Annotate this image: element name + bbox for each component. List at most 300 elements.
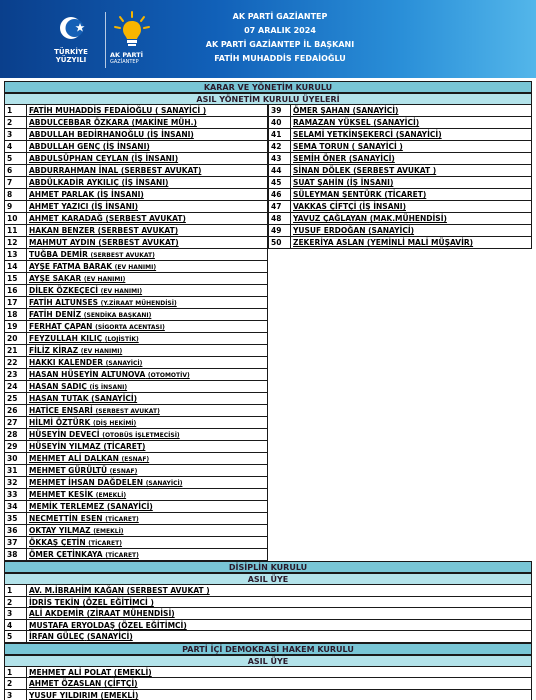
member-name-cell — [27, 129, 268, 140]
member-number: 8 — [5, 189, 27, 200]
member-row — [4, 225, 268, 237]
member-occupation: (YEMİNLİ MALİ MÜŞAVİR) — [366, 238, 474, 247]
member-row — [4, 249, 268, 261]
member-row — [4, 201, 268, 213]
member-number: 22 — [5, 357, 27, 368]
member-number: 25 — [5, 393, 27, 404]
member-name-cell — [27, 501, 268, 512]
member-name: VAKKAS ÇİFTÇİ — [293, 202, 357, 211]
member-occupation: (SANAYİCİ) — [145, 480, 183, 487]
member-name: İRFAN GÜLEÇ — [29, 632, 85, 641]
logo-block — [40, 8, 160, 72]
member-occupation: (TİCARET) — [103, 442, 146, 451]
member-name-cell — [27, 177, 268, 188]
member-row — [4, 321, 268, 333]
member-number: 1 — [5, 667, 27, 678]
member-number: 1 — [5, 585, 27, 596]
member-name-cell — [27, 201, 268, 212]
member-occupation: (İŞ İNSANI) — [91, 202, 139, 211]
member-number: 2 — [5, 597, 27, 608]
member-name-cell — [27, 333, 268, 344]
member-name-cell — [291, 105, 532, 116]
member-row — [268, 117, 532, 129]
member-occupation: (İŞ İNSANI) — [102, 142, 150, 151]
member-name: MEHMET GÜRÜLTÜ — [29, 466, 108, 475]
member-number: 14 — [5, 261, 27, 272]
member-name-cell — [27, 405, 268, 416]
member-name-cell — [27, 631, 531, 642]
member-row — [4, 105, 268, 117]
member-name: FERHAT ÇAPAN — [29, 322, 93, 331]
member-row — [4, 537, 268, 549]
member-row — [4, 165, 268, 177]
member-name: HASAN TUTAK — [29, 394, 89, 403]
member-occupation: (ÖZEL EĞİTİMCİ ) — [82, 597, 154, 607]
disiplin-members-list — [0, 585, 536, 643]
member-occupation: (MAK.MÜHENDİSİ) — [369, 214, 447, 223]
member-occupation: (EMEKLİ) — [113, 667, 152, 677]
member-number: 31 — [5, 465, 27, 476]
member-name-cell — [27, 285, 268, 296]
member-name: ABDULLAH BEDİRHANOĞLU — [29, 130, 145, 139]
member-occupation: (SANAYİCİ) — [368, 226, 415, 235]
member-name-cell — [291, 177, 532, 188]
member-name-cell — [27, 189, 268, 200]
member-name-cell — [27, 678, 531, 689]
member-name: ÖMER ŞAHAN — [293, 106, 350, 115]
member-number: 33 — [5, 489, 27, 500]
member-name-cell — [27, 549, 268, 560]
member-occupation: (İŞ İNSANI) — [131, 154, 179, 163]
member-occupation: (EMEKLİ) — [100, 690, 139, 700]
member-occupation: ( SANAYİCİ ) — [155, 106, 207, 115]
member-row — [4, 453, 268, 465]
member-name-cell — [27, 381, 268, 392]
member-name: ALİ AKDEMİR — [29, 609, 84, 618]
karar-members-grid — [4, 105, 532, 561]
member-occupation: (SANAYİCİ) — [91, 394, 138, 403]
member-name: FEYZULLAH KILIÇ — [29, 334, 103, 343]
member-number: 32 — [5, 477, 27, 488]
header-line-2: 07 ARALIK 2024 — [244, 26, 316, 35]
member-row — [4, 620, 532, 632]
header-line-3: AK PARTİ GAZİANTEP İL BAŞKANI — [205, 40, 355, 49]
member-name: MEHMET ALİ DALKAN — [29, 454, 119, 463]
member-occupation: (ÖZEL EĞİTİMCİ) — [117, 620, 187, 630]
member-row — [4, 237, 268, 249]
member-row — [4, 678, 532, 690]
member-row — [4, 477, 268, 489]
member-number: 43 — [269, 153, 291, 164]
member-name: HAKAN BENZER — [29, 226, 96, 235]
member-occupation: (SANAYİCİ) — [86, 632, 133, 641]
member-number: 41 — [269, 129, 291, 140]
member-number: 29 — [5, 441, 27, 452]
member-name: HİLMİ ÖZTÜRK — [29, 418, 91, 427]
member-name-cell — [27, 513, 268, 524]
member-occupation: (SERBEST AVUKAT) — [120, 166, 202, 175]
member-name: FİLİZ KİRAZ — [29, 346, 79, 355]
hakem-section-subtitle: ASIL ÜYE — [4, 655, 532, 667]
member-row — [4, 405, 268, 417]
member-name-cell — [27, 608, 531, 619]
member-name: ABDÜLKADİR AYKILIÇ — [29, 178, 119, 187]
member-row — [268, 165, 532, 177]
member-occupation: (SANAYİCİ) — [106, 502, 153, 511]
member-row — [268, 189, 532, 201]
member-number: 27 — [5, 417, 27, 428]
member-name: RAMAZAN YÜKSEL — [293, 118, 371, 127]
header-title-block — [170, 10, 390, 66]
member-name-cell — [27, 117, 268, 128]
member-name-cell — [27, 465, 268, 476]
ak-parti-logo-text — [110, 52, 162, 66]
member-name: AV. M.İBRAHİM KAĞAN — [29, 586, 124, 595]
member-name: İDRİS TEKİN — [29, 597, 80, 607]
member-row — [268, 129, 532, 141]
member-number: 9 — [5, 201, 27, 212]
member-row — [4, 417, 268, 429]
member-name-cell — [27, 141, 268, 152]
member-occupation: (DİŞ HEKİMİ) — [92, 420, 137, 427]
member-row — [4, 129, 268, 141]
member-row — [4, 189, 268, 201]
member-name: SÜLEYMAN ŞENTÜRK — [293, 190, 382, 199]
member-row — [4, 393, 268, 405]
member-occupation: (TİCARET) — [105, 516, 139, 523]
member-name: AHMET KARADAĞ — [29, 214, 103, 223]
member-occupation: (EMEKLİ) — [93, 528, 124, 535]
member-number: 49 — [269, 225, 291, 236]
member-number: 21 — [5, 345, 27, 356]
member-name-cell — [27, 537, 268, 548]
member-row — [268, 213, 532, 225]
member-number: 24 — [5, 381, 27, 392]
member-name: SİNAN DÖLEK — [293, 166, 351, 175]
member-occupation: (SERBEST AVUKAT ) — [126, 586, 210, 595]
member-name: ABDULCEBBAR ÖZKARA — [29, 118, 129, 127]
member-row — [4, 667, 532, 679]
member-name-cell — [291, 129, 532, 140]
member-row — [4, 333, 268, 345]
member-occupation: (ZİRAAT MÜHENDİSİ) — [86, 609, 175, 618]
member-number: 39 — [269, 105, 291, 116]
member-row — [268, 153, 532, 165]
member-number: 40 — [269, 117, 291, 128]
member-name-cell — [27, 357, 268, 368]
member-occupation: (SANAYİCİ) — [105, 360, 143, 367]
member-number: 50 — [269, 237, 291, 248]
member-number: 17 — [5, 297, 27, 308]
member-number: 13 — [5, 249, 27, 260]
member-occupation: (İŞ İNSANI) — [96, 190, 144, 199]
member-occupation: (EV HANIMI) — [114, 264, 157, 271]
member-number: 19 — [5, 321, 27, 332]
member-name: ABDULLAH GENÇ — [29, 142, 101, 151]
member-row — [4, 381, 268, 393]
member-name-cell — [27, 105, 268, 116]
member-name: SEMİH ÖNER — [293, 154, 347, 163]
member-name: HÜSEYİN DEVECİ — [29, 430, 100, 439]
member-row — [268, 201, 532, 213]
member-name: HATİCE ENSARİ — [29, 406, 93, 415]
header-line-1: AK PARTİ GAZİANTEP — [232, 12, 328, 21]
member-row — [4, 357, 268, 369]
member-name: MEHMET ALİ POLAT — [29, 667, 112, 677]
member-occupation: (SANAYİCİ) — [373, 118, 420, 127]
member-number: 10 — [5, 213, 27, 224]
member-row — [268, 141, 532, 153]
member-number: 47 — [269, 201, 291, 212]
member-row — [4, 513, 268, 525]
member-occupation: (İŞ İNSANI) — [359, 202, 406, 211]
member-name: ABDULSÜPHAN CEYLAN — [29, 154, 129, 163]
member-occupation: (LOJİSTİK) — [104, 336, 139, 343]
member-name-cell — [27, 690, 531, 700]
member-number: 36 — [5, 525, 27, 536]
member-row — [4, 501, 268, 513]
member-occupation: (Y.ZİRAAT MÜHENDİSİ) — [100, 300, 177, 307]
member-occupation: (ESNAF) — [109, 468, 138, 475]
member-number: 23 — [5, 369, 27, 380]
crescent-star-icon — [58, 14, 86, 42]
member-occupation: (SANAYİCİ) — [352, 106, 399, 115]
member-name: AHMET ÖZASLAN — [29, 679, 102, 688]
member-name-cell — [27, 321, 268, 332]
member-name-cell — [291, 237, 532, 248]
member-number: 28 — [5, 429, 27, 440]
logo-yuzyili: YÜZYILI — [55, 56, 87, 64]
member-occupation: (TİCARET) — [384, 190, 427, 199]
member-number: 16 — [5, 285, 27, 296]
member-occupation: (SERBEST AVUKAT ) — [353, 166, 437, 175]
member-occupation: (İŞ İNSANI) — [146, 130, 194, 139]
member-name-cell — [27, 297, 268, 308]
member-name-cell — [27, 477, 268, 488]
member-number: 46 — [269, 189, 291, 200]
member-row — [4, 608, 532, 620]
member-name-cell — [27, 261, 268, 272]
member-occupation: (EMEKLİ) — [95, 492, 127, 499]
disiplin-section-subtitle: ASIL ÜYE — [4, 573, 532, 585]
member-number: 11 — [5, 225, 27, 236]
member-row — [4, 525, 268, 537]
member-row — [4, 429, 268, 441]
member-occupation: (İŞ İNSANI) — [89, 384, 128, 391]
member-number: 45 — [269, 177, 291, 188]
member-name-cell — [27, 153, 268, 164]
member-name: HASAN SADIÇ — [29, 382, 87, 391]
member-name: AYŞE SAKAR — [29, 274, 82, 283]
member-name-cell — [27, 597, 531, 608]
member-name: FATİH ALTUNSES — [29, 298, 99, 307]
member-name-cell — [291, 213, 532, 224]
member-number: 12 — [5, 237, 27, 248]
member-number: 1 — [5, 105, 27, 116]
member-occupation: (TİCARET) — [88, 540, 122, 547]
member-name: SELAMİ YETKİNŞEKERCİ — [293, 130, 394, 139]
member-row — [4, 369, 268, 381]
member-name-cell — [291, 225, 532, 236]
karar-left-column — [4, 105, 268, 561]
member-number: 35 — [5, 513, 27, 524]
member-name: ÖKKAŞ ÇETİN — [29, 538, 86, 547]
member-row — [4, 153, 268, 165]
member-name: MEHMET İHSAN DAĞDELEN — [29, 478, 144, 487]
member-name-cell — [27, 237, 268, 248]
member-name-cell — [27, 393, 268, 404]
member-name: MEMİK TERLEMEZ — [29, 502, 105, 511]
member-number: 7 — [5, 177, 27, 188]
member-number: 6 — [5, 165, 27, 176]
member-name-cell — [27, 667, 531, 678]
member-row — [4, 585, 532, 597]
member-name: ABDURRAHMAN İNAL — [29, 166, 119, 175]
logo-ak-parti: AK PARTİ — [110, 51, 144, 59]
member-occupation: (SİGORTA ACENTASI) — [95, 324, 165, 331]
member-row — [268, 177, 532, 189]
member-number: 2 — [5, 678, 27, 689]
header-line-4: FATİH MUHADDİS FEDAİOĞLU — [214, 54, 346, 63]
member-row — [4, 273, 268, 285]
member-number: 44 — [269, 165, 291, 176]
member-row — [4, 465, 268, 477]
member-name: AYŞE FATMA BARAK — [29, 262, 113, 271]
member-row — [268, 237, 532, 249]
member-occupation: (İŞ İNSANI) — [121, 178, 169, 187]
header-banner — [0, 0, 536, 78]
member-occupation: (SERBEST AVUKAT) — [98, 238, 179, 247]
member-name-cell — [27, 585, 531, 596]
karar-section-title: KARAR VE YÖNETİM KURULU — [4, 81, 532, 93]
logo-gaziantep: GAZİANTEP — [110, 59, 139, 65]
member-number: 4 — [5, 620, 27, 631]
member-name-cell — [27, 417, 268, 428]
member-row — [4, 177, 268, 189]
member-name-cell — [291, 189, 532, 200]
member-occupation: (ÇİFTÇİ) — [103, 679, 138, 688]
member-name-cell — [27, 165, 268, 176]
member-occupation: (EV HANIMI) — [100, 288, 143, 295]
member-name-cell — [291, 165, 532, 176]
member-name: SUAT ŞAHİN — [293, 178, 344, 187]
member-name: YAVUZ ÇAĞLAYAN — [293, 214, 368, 223]
member-name: MAHMUT AYDIN — [29, 238, 96, 247]
member-name: MEHMET KESİK — [29, 490, 94, 499]
member-number: 18 — [5, 309, 27, 320]
member-row — [268, 225, 532, 237]
member-name: AHMET PARLAK — [29, 190, 95, 199]
ak-party-bulb-icon — [112, 10, 152, 50]
member-row — [4, 631, 532, 643]
member-row — [268, 105, 532, 117]
member-occupation: (ESNAF) — [121, 456, 150, 463]
member-number: 48 — [269, 213, 291, 224]
member-name: AHMET YAZICI — [29, 202, 89, 211]
member-number: 5 — [5, 153, 27, 164]
member-row — [4, 690, 532, 700]
member-name: ÖMER ÇETİNKAYA — [29, 550, 103, 559]
member-number: 3 — [5, 608, 27, 619]
karar-section-subtitle: ASIL YÖNETİM KURULU ÜYELERİ — [4, 93, 532, 105]
member-number: 20 — [5, 333, 27, 344]
member-name-cell — [27, 225, 268, 236]
member-name: YUSUF YILDIRIM — [29, 690, 98, 700]
member-number: 42 — [269, 141, 291, 152]
member-occupation: ( SANAYİCİ ) — [351, 142, 403, 151]
member-name-cell — [291, 201, 532, 212]
member-row — [4, 297, 268, 309]
turkiye-yuzyili-logo-text — [40, 48, 102, 64]
member-name-cell — [27, 453, 268, 464]
member-row — [4, 117, 268, 129]
member-name-cell — [27, 489, 268, 500]
member-row — [4, 141, 268, 153]
member-row — [4, 597, 532, 609]
member-name-cell — [27, 249, 268, 260]
member-occupation: (SANAYİCİ) — [348, 154, 395, 163]
member-name: HASAN HÜSEYİN ALTUNOVA — [29, 370, 146, 379]
member-row — [4, 213, 268, 225]
member-occupation: (OTOBÜS İŞLETMECİSİ) — [102, 432, 180, 439]
karar-right-column — [268, 105, 532, 561]
logo-separator — [105, 12, 106, 68]
member-occupation: (SENDİKA BAŞKANI) — [83, 312, 152, 319]
member-name-cell — [27, 213, 268, 224]
member-occupation: (SERBEST AVUKAT) — [90, 252, 155, 259]
member-name: OKTAY YILMAZ — [29, 526, 91, 535]
member-name: MUSTAFA ERYOLDAŞ — [29, 620, 116, 630]
member-number: 5 — [5, 631, 27, 642]
member-name-cell — [27, 369, 268, 380]
member-name-cell — [27, 345, 268, 356]
member-name: SEMA TORUN — [293, 142, 350, 151]
member-name-cell — [27, 273, 268, 284]
member-occupation: (EV HANIMI) — [80, 348, 123, 355]
disiplin-section-title: DİSİPLİN KURULU — [4, 561, 532, 573]
hakem-members-list — [0, 667, 536, 700]
member-number: 30 — [5, 453, 27, 464]
member-name-cell — [291, 141, 532, 152]
member-name-cell — [27, 525, 268, 536]
member-number: 34 — [5, 501, 27, 512]
member-name: HÜSEYİN YILMAZ — [29, 442, 101, 451]
member-number: 37 — [5, 537, 27, 548]
member-row — [4, 261, 268, 273]
logo-turkiye: TÜRKİYE — [54, 48, 88, 56]
member-name-cell — [291, 153, 532, 164]
member-occupation: (MAKİNE MÜH.) — [131, 118, 197, 127]
member-occupation: (TİCARET) — [105, 552, 139, 559]
member-name: FATİH MUHADDİS FEDAİOĞLU — [29, 106, 153, 115]
member-name: NECMETTİN ESEN — [29, 514, 103, 523]
member-name: FATİH DENİZ — [29, 310, 82, 319]
member-name: ZEKERİYA ASLAN — [293, 238, 365, 247]
member-name: DİLEK ÖZKEÇECİ — [29, 286, 99, 295]
member-occupation: (İŞ İNSANI) — [346, 178, 394, 187]
member-occupation: (SERBEST AVUKAT) — [105, 214, 186, 223]
member-row — [4, 489, 268, 501]
member-number: 2 — [5, 117, 27, 128]
member-row — [4, 285, 268, 297]
member-number: 3 — [5, 129, 27, 140]
member-occupation: (EV HANIMI) — [83, 276, 126, 283]
member-name-cell — [291, 117, 532, 128]
member-occupation: (SANAYİCİ) — [395, 130, 442, 139]
member-row — [4, 549, 268, 561]
member-occupation: (SERBEST AVUKAT) — [95, 408, 160, 415]
member-row — [4, 345, 268, 357]
